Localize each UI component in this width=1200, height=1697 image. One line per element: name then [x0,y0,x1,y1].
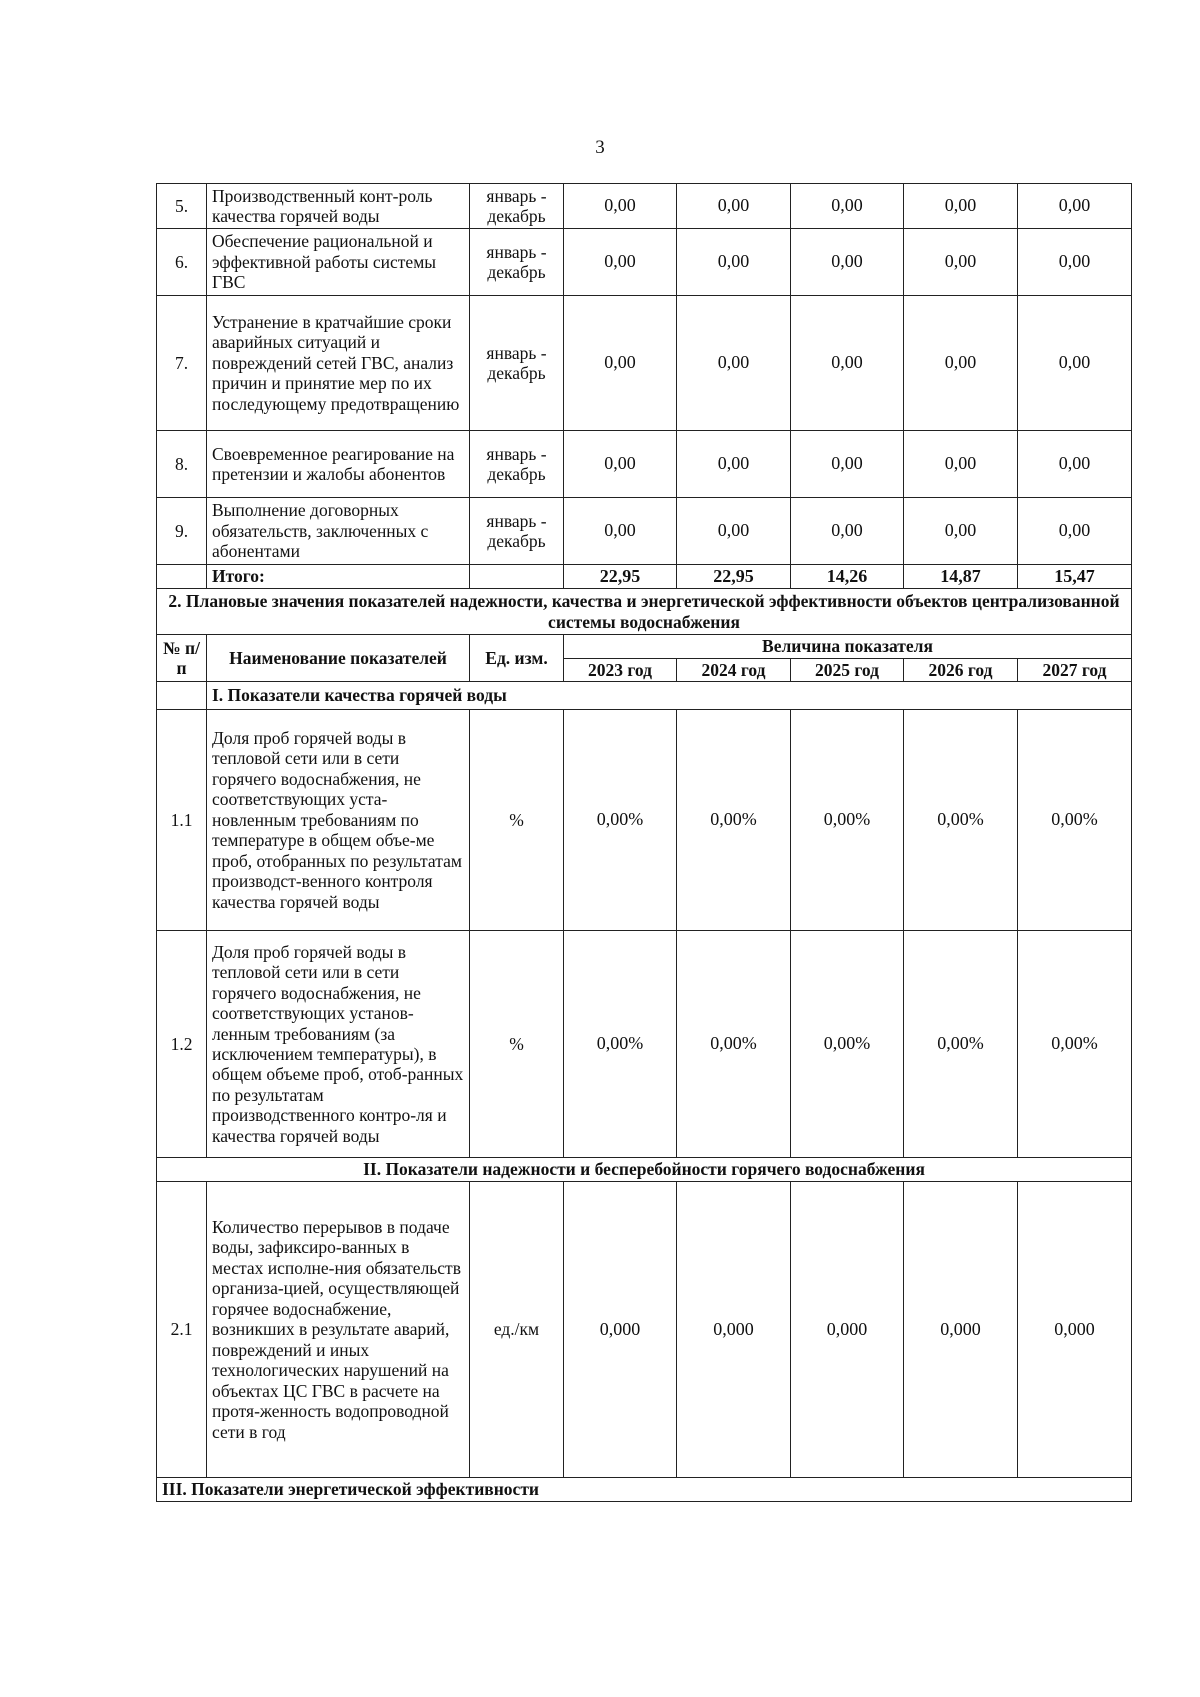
row-name: Своевременное реагирование на претензии и жалобы абонентов [207,431,470,498]
row-value: 0,00 [1018,229,1132,296]
row-number: 1.2 [157,930,207,1157]
row-value: 0,00 [564,431,677,498]
row-value: 0,00 [904,431,1018,498]
row-value: 0,00 [1018,498,1132,565]
row-name: Производственный конт-роль качества горячей воды [207,184,470,229]
row-value: 0,00% [564,930,677,1157]
table-row [157,184,1132,229]
header-num: № п/п [157,635,207,682]
row-number: 6. [157,229,207,296]
row-name: Доля проб горячей воды в тепловой сети или в сети горячего водоснабжения, не соответствующих установ-ленным требованиям (за исключением температуры), в общем объеме проб, отоб-ранных по результатам производственного контро-ля и качества горячей воды [207,930,470,1157]
row-value: 0,00 [904,229,1018,296]
row-value: 0,00 [1018,431,1132,498]
row-value: 0,00 [1018,296,1132,431]
row-value: 0,000 [564,1181,677,1477]
row-value: 0,000 [791,1181,904,1477]
header-year: 2027 год [1018,658,1132,681]
group-empty-cell [157,681,207,709]
header-row [157,635,1132,658]
indicators-table [156,183,1132,1502]
row-number: 1.1 [157,709,207,930]
row-period: январь - декабрь [470,498,564,565]
row-value: 0,00 [791,184,904,229]
row-value: 0,00 [791,431,904,498]
total-value: 22,95 [564,565,677,589]
row-value: 0,00% [1018,930,1132,1157]
header-year: 2024 год [677,658,791,681]
group-title-row [157,1157,1132,1181]
row-value: 0,00 [677,431,791,498]
row-value: 0,00% [791,709,904,930]
total-row [157,565,1132,589]
row-number: 2.1 [157,1181,207,1477]
row-value: 0,00 [564,184,677,229]
row-name: Устранение в кратчайшие сроки аварийных ситуаций и повреждений сетей ГВС, анализ причин и принятие мер по их последующему предотвращению [207,296,470,431]
total-empty-cell [470,565,564,589]
row-value: 0,00 [791,498,904,565]
row-name: Обеспечение рациональной и эффективной работы системы ГВС [207,229,470,296]
section-title-row [157,589,1132,635]
row-value: 0,00% [1018,709,1132,930]
row-value: 0,00% [677,930,791,1157]
row-unit: % [470,930,564,1157]
group1-title: I. Показатели качества горячей воды [207,681,1132,709]
row-name: Выполнение договорных обязательств, заключенных с абонентами [207,498,470,565]
total-empty-cell [157,565,207,589]
row-period: январь - декабрь [470,229,564,296]
group-title-row [157,1477,1132,1501]
total-value: 15,47 [1018,565,1132,589]
row-value: 0,00 [564,229,677,296]
row-value: 0,00 [677,498,791,565]
row-value: 0,000 [677,1181,791,1477]
header-year: 2023 год [564,658,677,681]
group-title-row [157,681,1132,709]
header-value-group: Величина показателя [564,635,1132,658]
row-period: январь - декабрь [470,296,564,431]
row-value: 0,00% [791,930,904,1157]
group3-title: III. Показатели энергетической эффективности [157,1477,1132,1501]
row-value: 0,000 [904,1181,1018,1477]
row-value: 0,00 [677,296,791,431]
page-number: 3 [595,137,605,158]
row-name: Доля проб горячей воды в тепловой сети или в сети горячего водоснабжения, не соответствующих уста-новленным требованиям по температуре в общем объе-ме проб, отобранных по результатам производст-венного контроля качества горячей воды [207,709,470,930]
row-value: 0,00 [791,229,904,296]
row-value: 0,00% [564,709,677,930]
table-row [157,229,1132,296]
total-label: Итого: [207,565,470,589]
row-unit: % [470,709,564,930]
table-row [157,709,1132,930]
row-value: 0,00% [904,930,1018,1157]
row-number: 8. [157,431,207,498]
row-value: 0,00 [677,184,791,229]
row-number: 9. [157,498,207,565]
row-value: 0,00 [791,296,904,431]
table-row [157,930,1132,1157]
row-number: 5. [157,184,207,229]
row-period: январь - декабрь [470,184,564,229]
row-unit: ед./км [470,1181,564,1477]
row-value: 0,00% [677,709,791,930]
row-name: Количество перерывов в подаче воды, зафиксиро-ванных в местах исполне-ния обязательств организа-цией, осуществляющей горячее водоснабжение, возникших в результате аварий, повреждений и иных технологических нарушений на объектах ЦС ГВС в расчете на протя-женность водопроводной сети в год [207,1181,470,1477]
row-period: январь - декабрь [470,431,564,498]
table-row [157,498,1132,565]
section2-title: 2. Плановые значения показателей надежности, качества и энергетической эффективности объектов централизованной системы водоснабжения [157,589,1132,635]
table-row [157,1181,1132,1477]
row-value: 0,000 [1018,1181,1132,1477]
row-value: 0,00 [677,229,791,296]
group2-title: II. Показатели надежности и бесперебойности горячего водоснабжения [157,1157,1132,1181]
table-row [157,296,1132,431]
table-row [157,431,1132,498]
row-value: 0,00 [904,184,1018,229]
total-value: 14,26 [791,565,904,589]
total-value: 22,95 [677,565,791,589]
header-unit: Ед. изм. [470,635,564,682]
header-year: 2025 год [791,658,904,681]
row-value: 0,00 [904,296,1018,431]
total-value: 14,87 [904,565,1018,589]
header-name: Наименование показателей [207,635,470,682]
row-value: 0,00% [904,709,1018,930]
row-value: 0,00 [1018,184,1132,229]
row-value: 0,00 [904,498,1018,565]
row-value: 0,00 [564,296,677,431]
row-number: 7. [157,296,207,431]
header-year: 2026 год [904,658,1018,681]
row-value: 0,00 [564,498,677,565]
